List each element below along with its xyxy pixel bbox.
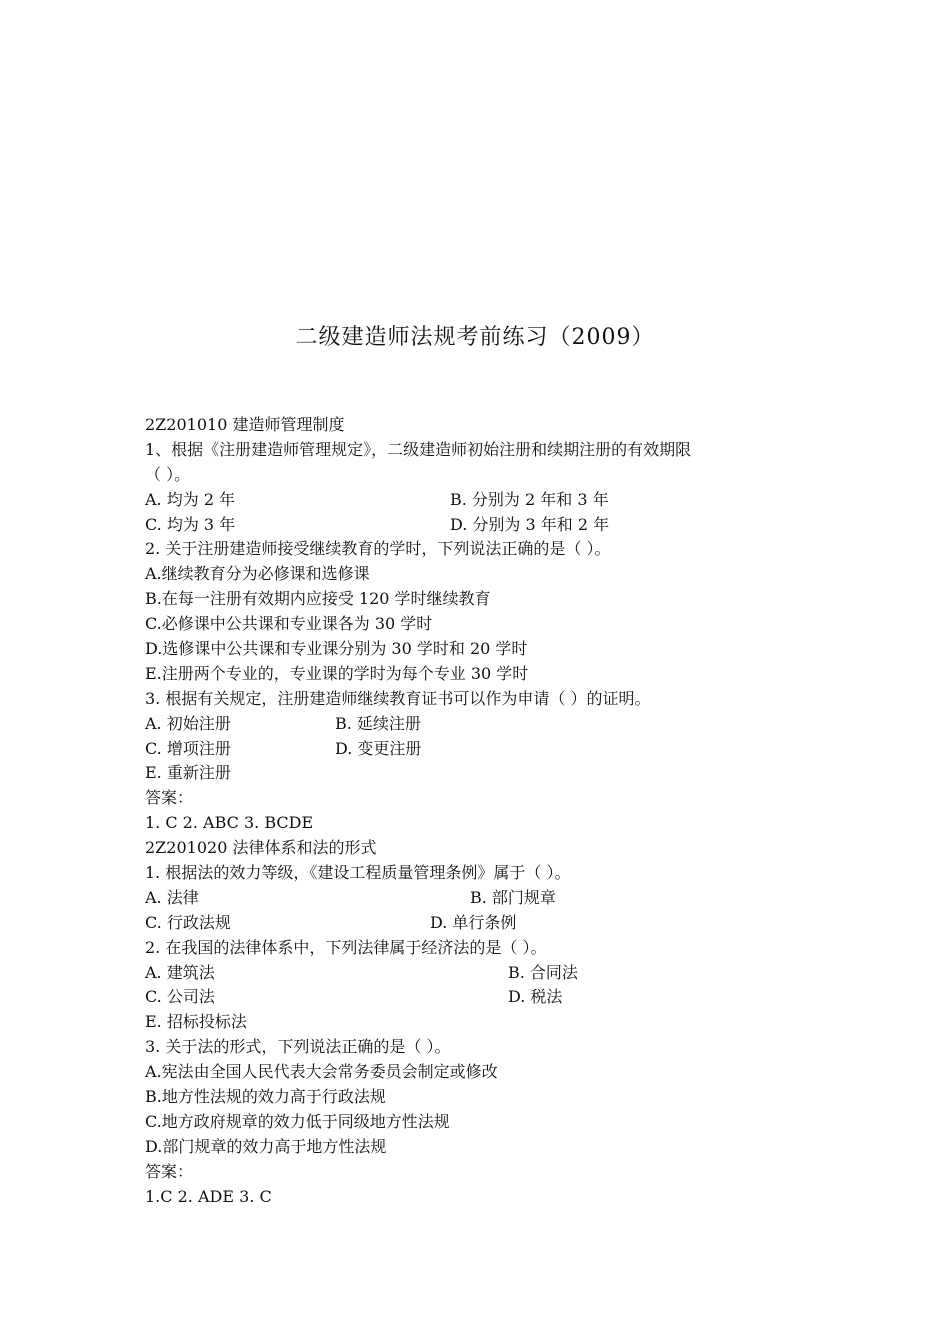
- question-stem: 3. 根据有关规定，注册建造师继续教育证书可以作为申请（ ）的证明。: [145, 688, 651, 708]
- option-b: B.地方性法规的效力高于行政法规: [145, 1087, 386, 1107]
- question-stem: 1、根据《注册建造师管理规定》，二级建造师初始注册和续期注册的有效期限: [145, 439, 692, 459]
- question-stem: 2. 关于注册建造师接受继续教育的学时，下列说法正确的是（ ）。: [145, 539, 611, 559]
- option-a: A. 均为 2 年: [145, 489, 236, 509]
- option-c: C. 均为 3 年: [145, 514, 236, 534]
- option-b: B. 延续注册: [335, 713, 421, 733]
- option-b: B. 部门规章: [470, 887, 556, 907]
- option-b: B.在每一注册有效期内应接受 120 学时继续教育: [145, 589, 491, 609]
- option-d: D. 分别为 3 年和 2 年: [450, 514, 610, 534]
- option-d: D. 变更注册: [335, 738, 422, 758]
- question-stem-continued: （ ）。: [145, 464, 191, 484]
- option-row: [145, 911, 845, 936]
- option-d: D. 税法: [508, 987, 563, 1007]
- question-stem: 1. 根据法的效力等级，《建设工程质量管理条例》属于（ ）。: [145, 863, 571, 883]
- question-stem: 3. 关于法的形式，下列说法正确的是（ ）。: [145, 1037, 451, 1057]
- option-a: A. 初始注册: [145, 713, 231, 733]
- option-row: [145, 961, 845, 986]
- page-title: 二级建造师法规考前练习（2009）: [295, 325, 655, 350]
- option-row: [145, 737, 845, 762]
- answer-label: 答案：: [145, 788, 194, 808]
- option-c: C. 公司法: [145, 987, 215, 1007]
- option-row: [145, 488, 845, 513]
- option-row: [145, 886, 845, 911]
- option-e: E. 重新注册: [145, 763, 231, 783]
- option-b: B. 分别为 2 年和 3 年: [450, 489, 609, 509]
- option-row: [145, 712, 845, 737]
- option-c: C. 行政法规: [145, 912, 231, 932]
- option-d: D.部门规章的效力高于地方性法规: [145, 1136, 387, 1156]
- question-stem: 2. 在我国的法律体系中，下列法律属于经济法的是（ ）。: [145, 937, 547, 957]
- option-e: E. 招标投标法: [145, 1012, 247, 1032]
- option-c: C.地方政府规章的效力低于同级地方性法规: [145, 1111, 450, 1131]
- option-row: [145, 513, 845, 538]
- option-a: A. 建筑法: [145, 962, 215, 982]
- option-c: C. 增项注册: [145, 738, 231, 758]
- option-b: B. 合同法: [508, 962, 578, 982]
- answer-key: 1.C 2. ADE 3. C: [145, 1186, 272, 1206]
- section-heading: 2Z201020 法律体系和法的形式: [145, 838, 377, 858]
- option-d: D.选修课中公共课和专业课分别为 30 学时和 20 学时: [145, 639, 528, 659]
- option-a: A.继续教育分为必修课和选修课: [145, 564, 370, 584]
- option-row: [145, 985, 845, 1010]
- answer-key: 1. C 2. ABC 3. BCDE: [145, 813, 314, 833]
- answer-label: 答案：: [145, 1161, 194, 1181]
- option-d: D. 单行条例: [430, 912, 517, 932]
- option-a: A.宪法由全国人民代表大会常务委员会制定或修改: [145, 1062, 498, 1082]
- section-heading: 2Z201010 建造师管理制度: [145, 415, 345, 434]
- option-c: C.必修课中公共课和专业课各为 30 学时: [145, 614, 433, 634]
- option-e: E.注册两个专业的，专业课的学时为每个专业 30 学时: [145, 663, 529, 683]
- option-a: A. 法律: [145, 887, 199, 907]
- document-body: [145, 413, 845, 1210]
